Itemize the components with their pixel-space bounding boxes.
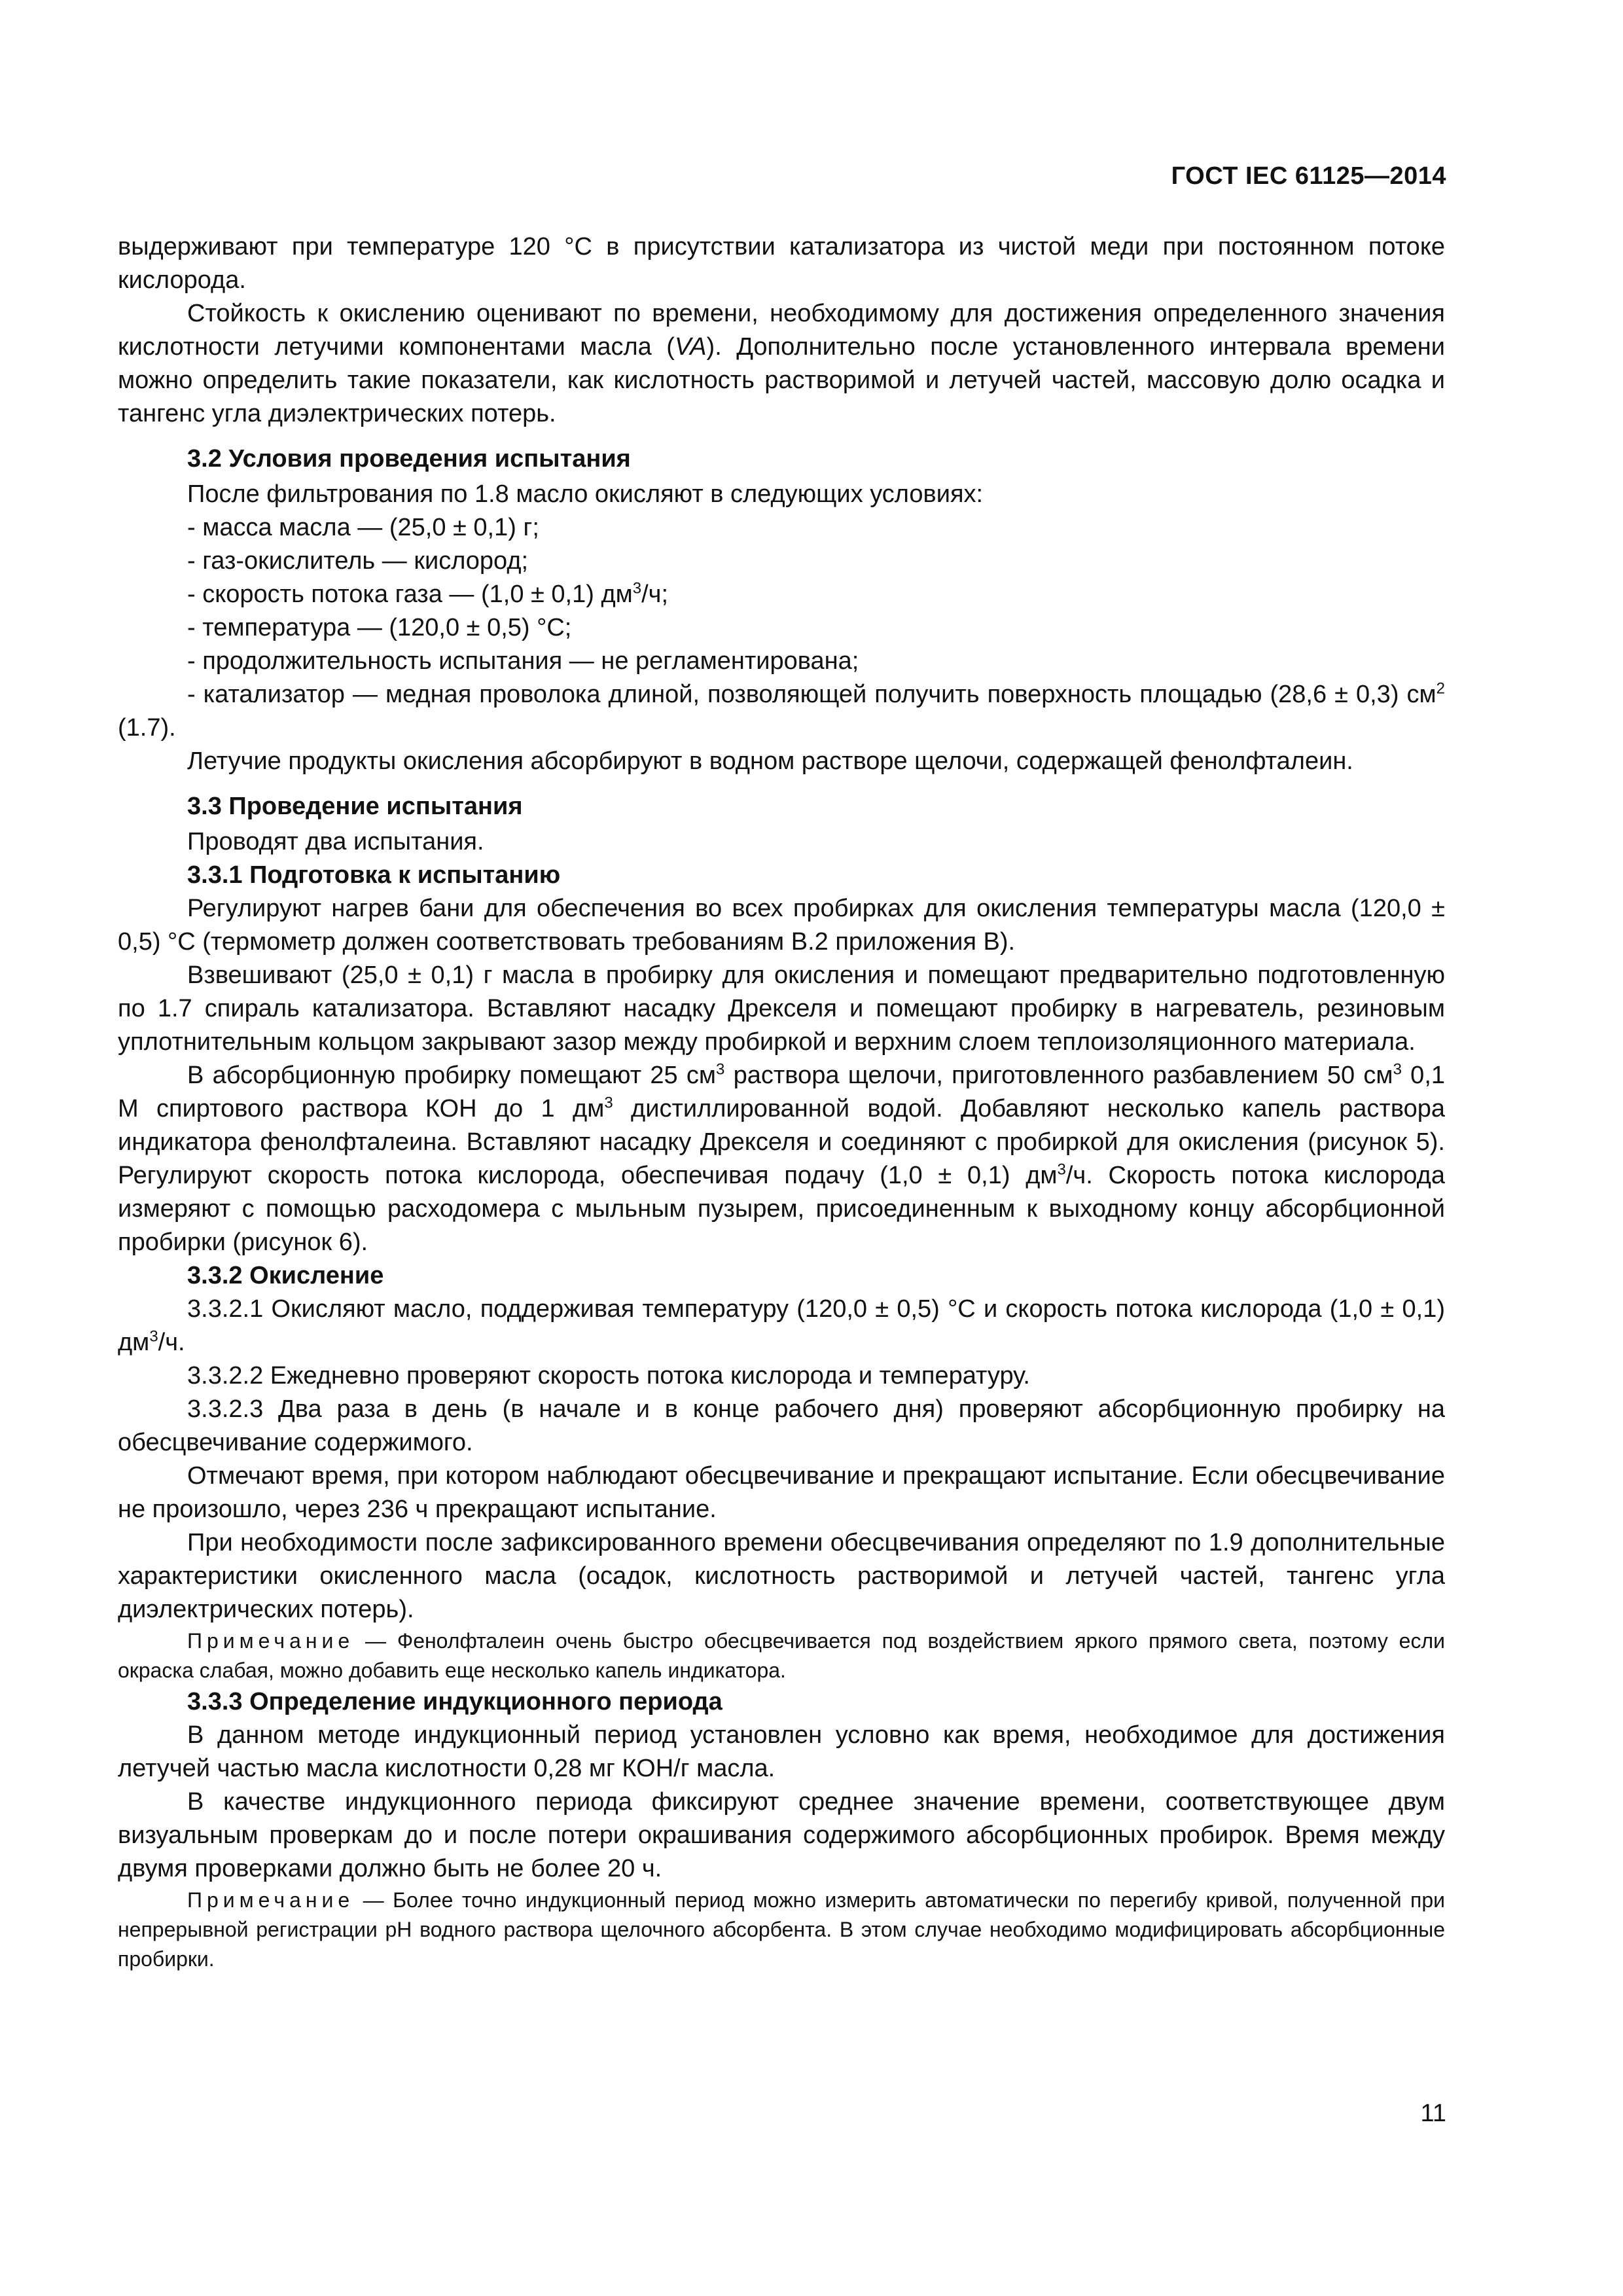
note: Примечание — Фенолфталеин очень быстро обесцвечивается под воздействием яркого прямого света, поэтому если окраска слабая, можно добавить еще несколько капель индикатора. xyxy=(118,1629,1445,1682)
list-item: - газ-окислитель — кислород; xyxy=(187,547,529,575)
paragraph: Регулируют нагрев бани для обеспечения во всех пробирках для окисления температуры масла (120,0 ± 0,5) °С (термометр должен соответствовать требованиям В.2 приложения В). xyxy=(118,895,1445,956)
paragraph: Взвешивают (25,0 ± 0,1) г масла в пробирку для окисления и помещают предварительно подготовленную по 1.7 спираль катализатора. Вставляют насадку Дрекселя и помещают пробирку в нагреватель, резиновым уплотнительным кольцом закрывают зазор между пробиркой и верхним слоем теплоизоляционного материала. xyxy=(118,961,1445,1056)
section-heading-3-3: 3.3 Проведение испытания xyxy=(187,793,523,820)
paragraph: 3.3.2.2 Ежедневно проверяют скорость потока кислорода и температуру. xyxy=(187,1362,1030,1390)
paragraph: 3.3.2.3 Два раза в день (в начале и в конце рабочего дня) проверяют абсорбционную пробирку на обесцвечивание содержимого. xyxy=(118,1395,1445,1456)
subsection-heading-3-3-2: 3.3.2 Окисление xyxy=(187,1262,384,1289)
page-number: 11 xyxy=(1420,2100,1446,2127)
paragraph: В качестве индукционного периода фиксируют среднее значение времени, соответствующее двум визуальным проверкам до и после потери окрашивания содержимого абсорбционных пробирок. Время между двумя проверками должно быть не более 20 ч. xyxy=(118,1788,1445,1882)
section-heading-3-2: 3.2 Условия проведения испытания xyxy=(187,445,631,473)
paragraph: Отмечают время, при котором наблюдают обесцвечивание и прекращают испытание. Если обесцвечивание не произошло, через 236 ч прекращают испытание. xyxy=(118,1462,1445,1523)
list-item: - температура — (120,0 ± 0,5) °С; xyxy=(187,614,572,641)
list-item: - скорость потока газа — (1,0 ± 0,1) $дм^3/ч$; xyxy=(187,579,669,608)
paragraph: Стойкость к окислению оценивают по времени, необходимому для достижения определенного значения кислотности летучими компонентами масла (VA). Дополнительно после установленного интервала времени можно определить такие показатели, как кислотность растворимой и летучей частей, массовую долю осадка и тангенс угла диэлектрических потерь. xyxy=(118,300,1445,427)
paragraph: выдерживают при температуре 120 °С в присутствии катализатора из чистой меди при постоянном потоке кислорода. xyxy=(118,233,1445,294)
document-body xyxy=(118,230,1445,1974)
note: Примечание — Более точно индукционный период можно измерить автоматически по перегибу кривой, полученной при непрерывной регистрации рН водного раствора щелочного абсорбента. В этом случае необходимо модифицировать абсорбционные пробирки. xyxy=(118,1888,1445,1971)
paragraph: В абсорбционную пробирку помещают 25 $см^3$ раствора щелочи, приготовленного разбавлением 50 $см^3$ 0,1 М спиртового раствора КОН до 1 $дм^3$ дистиллированной водой. Добавляют несколько капель раствора индикатора фенолфталеина. Вставляют насадку Дрекселя и соединяют с пробиркой для окисления (рисунок 5). Регулируют скорость потока кислорода, обеспечивая подачу (1,0 ± 0,1) $дм^3/ч$. Скорость потока кислорода измеряют с помощью расходомера с мыльным пузырем, присоединенным к выходному концу абсорбционной пробирки (рисунок 6). xyxy=(118,1060,1446,1256)
paragraph: При необходимости после зафиксированного времени обесцвечивания определяют по 1.9 дополнительные характеристики окисленного масла (осадок, кислотность растворимой и летучей частей, тангенс угла диэлектрических потерь). xyxy=(118,1529,1445,1623)
list-item: - катализатор — медная проволока длиной, позволяющей получить поверхность площадью (28,6 ± 0,3) $см^2$ (1.7). xyxy=(118,679,1445,742)
list-item: - продолжительность испытания — не регламентирована; xyxy=(187,647,859,675)
list-item: - масса масла — (25,0 ± 0,1) г; xyxy=(187,514,539,541)
subsection-heading-3-3-1: 3.3.1 Подготовка к испытанию xyxy=(187,861,561,889)
note-label: Примечание xyxy=(187,1888,355,1912)
paragraph: 3.3.2.1 Окисляют масло, поддерживая температуру (120,0 ± 0,5) °С и скорость потока кислорода (1,0 ± 0,1) $дм^3/ч$. xyxy=(118,1295,1445,1356)
paragraph: Летучие продукты окисления абсорбируют в водном растворе щелочи, содержащей фенолфталеин. xyxy=(187,747,1353,775)
page-header: ГОСТ IEC 61125—2014 xyxy=(1171,162,1446,190)
paragraph: Проводят два испытания. xyxy=(187,828,484,855)
paragraph: После фильтрования по 1.8 масло окисляют в следующих условиях: xyxy=(187,480,984,508)
paragraph: В данном методе индукционный период установлен условно как время, необходимое для достижения летучей частью масла кислотности 0,28 мг КОН/г масла. xyxy=(118,1721,1445,1782)
subsection-heading-3-3-3: 3.3.3 Определение индукционного периода xyxy=(187,1688,722,1715)
note-label: Примечание xyxy=(187,1629,355,1653)
